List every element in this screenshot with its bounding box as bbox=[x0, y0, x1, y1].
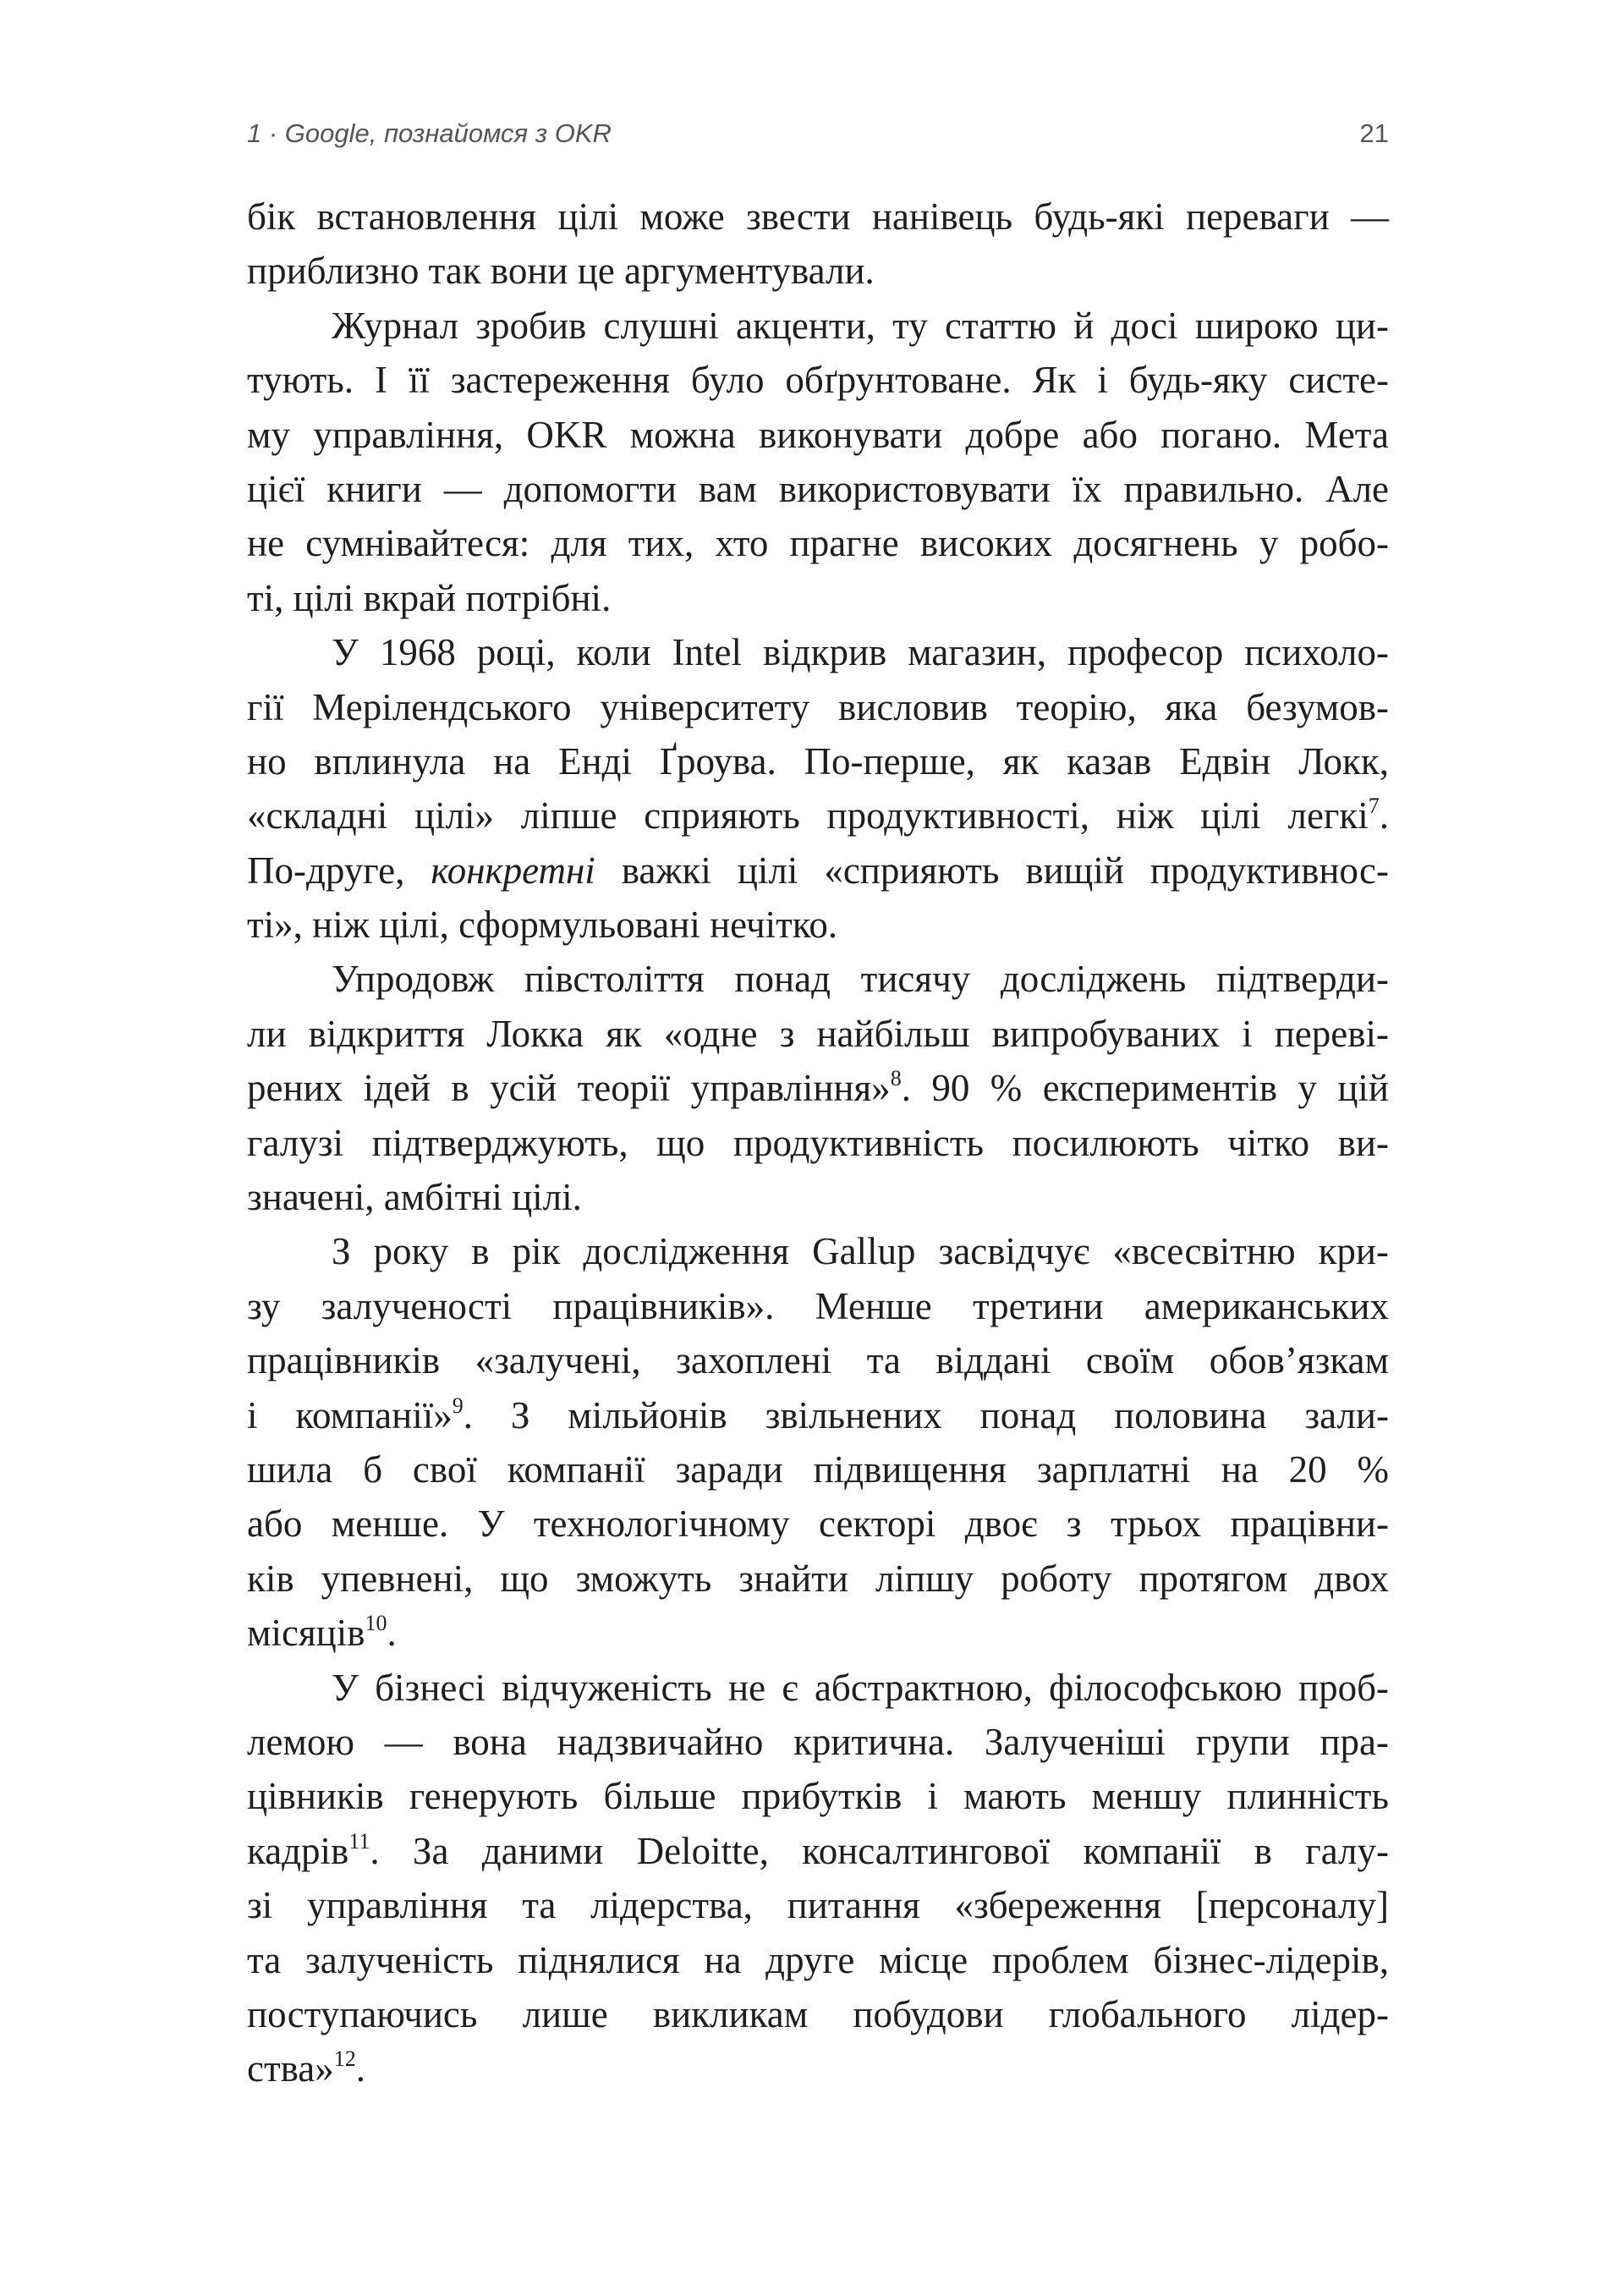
text-run: . 90 % експериментів у цій bbox=[901, 1067, 1389, 1110]
paragraph bbox=[247, 952, 1389, 1224]
text-run: ті», ніж цілі, сформульовані нечітко. bbox=[247, 904, 838, 947]
text-line bbox=[247, 1606, 1389, 1660]
text-run: значені, амбітні цілі. bbox=[247, 1176, 582, 1219]
text-line bbox=[247, 1007, 1389, 1061]
text-line bbox=[247, 299, 1389, 353]
text-line bbox=[247, 1333, 1389, 1387]
paragraph bbox=[247, 299, 1389, 625]
paragraph bbox=[247, 1224, 1389, 1660]
text-run: Упродовж півстоліття понад тисячу досліджень підтверди- bbox=[332, 958, 1389, 1001]
text-run: і компанії» bbox=[247, 1393, 453, 1436]
text-run: або менше. У технологічному секторі двоє з трьох працівни- bbox=[247, 1502, 1389, 1546]
text-line bbox=[247, 1497, 1389, 1551]
text-line bbox=[247, 1279, 1389, 1333]
body-text bbox=[247, 190, 1389, 2096]
text-run: . bbox=[355, 2047, 366, 2090]
text-run: кадрів bbox=[247, 1829, 349, 1872]
text-run: По-друге, bbox=[247, 849, 431, 892]
text-run: гії Мерілендського університету висловив теорію, яка безумов- bbox=[247, 685, 1389, 728]
text-line bbox=[247, 353, 1389, 407]
text-run: зу залученості працівників». Менше третини американських bbox=[247, 1284, 1389, 1327]
text-line bbox=[247, 462, 1389, 516]
text-run: тують. І її застереження було обґрунтоване. Як і будь-яку систе- bbox=[247, 359, 1389, 402]
text-run: цієї книги — допомогти вам використовувати їх правильно. Але bbox=[247, 467, 1389, 510]
footnote-ref: 10 bbox=[365, 1611, 387, 1636]
text-run: ків упевнені, що зможуть знайти ліпшу роботу протягом двох bbox=[247, 1557, 1389, 1600]
text-line bbox=[247, 952, 1389, 1006]
text-run: галузі підтверджують, що продуктивність посилюють чітко ви- bbox=[247, 1121, 1389, 1164]
text-run: . За даними Deloitte, консалтингової компанії в галу- bbox=[370, 1829, 1389, 1872]
text-run: цівників генерують більше прибутків і мають меншу плинність bbox=[247, 1775, 1389, 1818]
text-run: Журнал зробив слушні акценти, ту статтю й досі широко ци- bbox=[332, 304, 1389, 347]
text-run: поступаючись лише викликам побудови глобального лідер- bbox=[247, 1992, 1389, 2035]
footnote-ref: 11 bbox=[348, 1828, 370, 1854]
text-run: «складні цілі» ліпше сприяють продуктивності, ніж цілі легкі bbox=[247, 794, 1369, 838]
text-line bbox=[247, 1061, 1389, 1115]
text-line bbox=[247, 898, 1389, 952]
text-run: важкі цілі «сприяють вищій продуктивнос- bbox=[595, 849, 1389, 892]
text-run: зі управління та лідерства, питання «збереження [персоналу] bbox=[247, 1884, 1389, 1927]
text-line bbox=[247, 1769, 1389, 1823]
text-run: місяців bbox=[247, 1612, 365, 1655]
text-run: та залученість піднялися на друге місце проблем бізнес-лідерів, bbox=[247, 1938, 1389, 1981]
text-line bbox=[247, 2041, 1389, 2096]
text-line bbox=[247, 516, 1389, 570]
text-line bbox=[247, 1878, 1389, 1932]
text-run: У бізнесі відчуженість не є абстрактною, філософською проб- bbox=[332, 1666, 1389, 1709]
text-run: рених ідей в усій теорії управління» bbox=[247, 1067, 891, 1110]
footnote-ref: 12 bbox=[333, 2046, 356, 2072]
text-run: З року в рік дослідження Gallup засвідчує «всесвітню кри- bbox=[332, 1230, 1389, 1273]
text-run: ті, цілі вкрай потрібні. bbox=[247, 576, 612, 619]
text-line bbox=[247, 1987, 1389, 2041]
text-line bbox=[247, 734, 1389, 788]
paragraph bbox=[247, 190, 1389, 299]
text-run: . bbox=[387, 1612, 397, 1655]
text-line bbox=[247, 1661, 1389, 1715]
text-run: ства» bbox=[247, 2047, 334, 2090]
text-run: працівників «залучені, захоплені та віддані своїм обов’язкам bbox=[247, 1339, 1389, 1382]
text-line bbox=[247, 571, 1389, 625]
text-line bbox=[247, 625, 1389, 679]
text-run: . З мільйонів звільнених понад половина зали- bbox=[463, 1393, 1389, 1436]
text-line bbox=[247, 244, 1389, 298]
text-line bbox=[247, 1442, 1389, 1497]
text-run: но вплинула на Енді Ґроува. По-перше, як казав Едвін Локк, bbox=[247, 739, 1389, 783]
text-line bbox=[247, 1170, 1389, 1224]
paragraph bbox=[247, 1661, 1389, 2096]
text-line bbox=[247, 1715, 1389, 1769]
text-line bbox=[247, 1824, 1389, 1878]
text-line bbox=[247, 1388, 1389, 1442]
text-line bbox=[247, 1933, 1389, 1987]
text-run: лемою — вона надзвичайно критична. Залученіші групи пра- bbox=[247, 1720, 1389, 1763]
text-line bbox=[247, 1224, 1389, 1278]
text-line bbox=[247, 1552, 1389, 1606]
footnote-ref: 8 bbox=[890, 1066, 902, 1091]
text-line bbox=[247, 680, 1389, 734]
emphasis: конкретні bbox=[431, 849, 595, 892]
text-line bbox=[247, 788, 1389, 843]
text-line bbox=[247, 408, 1389, 462]
footnote-ref: 7 bbox=[1368, 794, 1380, 819]
page-number: 21 bbox=[1359, 118, 1389, 148]
text-run: У 1968 році, коли Intel відкрив магазин, професор психоло- bbox=[332, 631, 1389, 674]
chapter-title: 1 · Google, познайомся з OKR bbox=[247, 118, 612, 148]
text-run: му управління, OKR можна виконувати добре або погано. Мета bbox=[247, 413, 1389, 456]
text-run: приблизно так вони це аргументували. bbox=[247, 250, 875, 293]
text-line bbox=[247, 1116, 1389, 1170]
text-run: . bbox=[1379, 794, 1389, 838]
paragraph bbox=[247, 625, 1389, 952]
text-run: не сумнівайтеся: для тих, хто прагне високих досягнень у робо- bbox=[247, 522, 1389, 565]
text-run: бік встановлення цілі може звести нанівець будь-які переваги — bbox=[247, 195, 1389, 238]
running-header bbox=[247, 118, 1389, 161]
text-line bbox=[247, 843, 1389, 898]
text-run: ли відкриття Локка як «одне з найбільш випробуваних і переві- bbox=[247, 1012, 1389, 1055]
text-line bbox=[247, 190, 1389, 244]
text-run: шила б свої компанії заради підвищення зарплатні на 20 % bbox=[247, 1447, 1389, 1491]
footnote-ref: 9 bbox=[452, 1392, 464, 1418]
